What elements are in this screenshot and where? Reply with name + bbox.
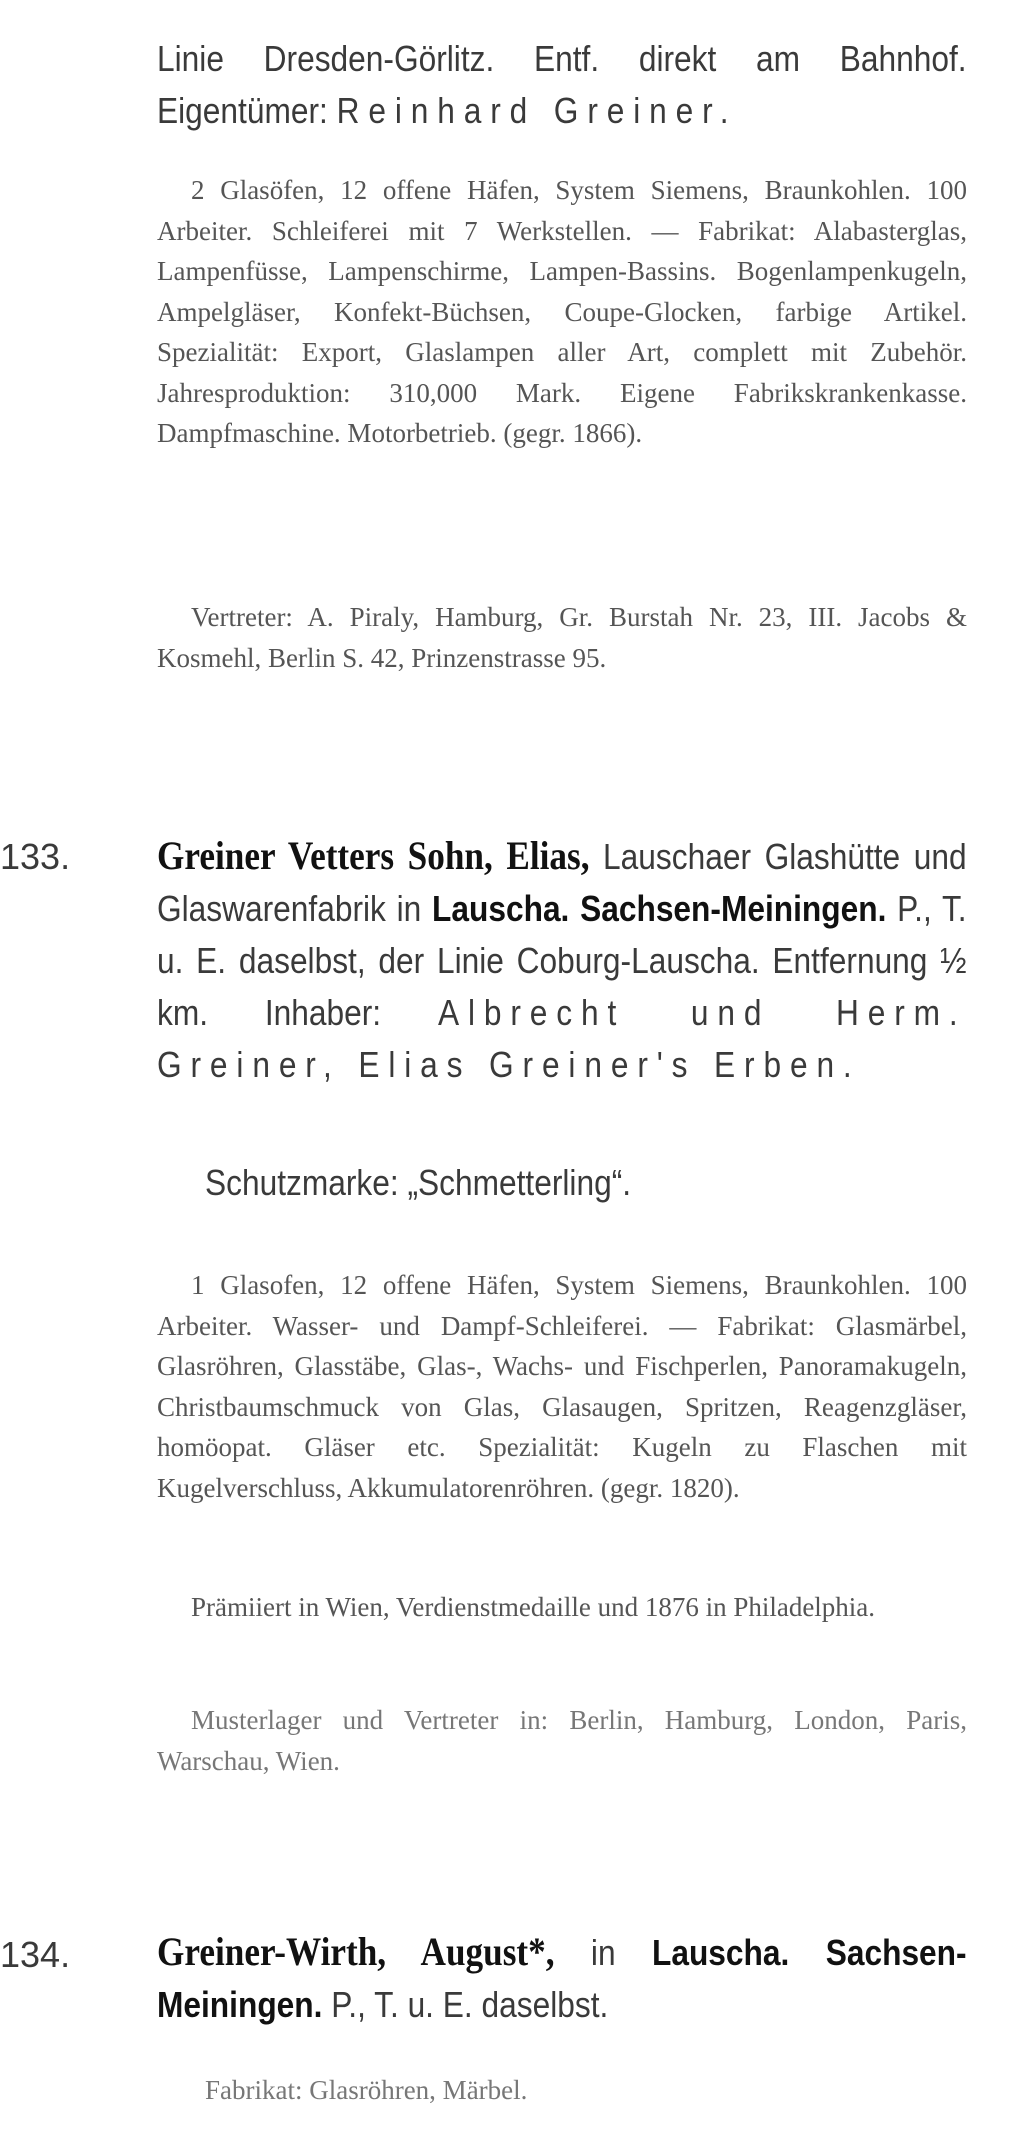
entry-134-desc-b: P., T. u. E. daselbst.: [322, 1984, 609, 2025]
entry-132-details-block: [157, 170, 967, 454]
entry-134-number: 134.: [0, 1934, 71, 1975]
entry-134-details: Fabrikat: Glasröhren, Märbel.: [205, 2075, 528, 2105]
entry-133-awards: Prämiiert in Wien, Verdienstmedaille und 1876 in Philadelphia.: [191, 1592, 876, 1622]
entry-134: [157, 1926, 967, 2031]
entry-133-place: Lauscha. Sachsen-Meiningen.: [432, 888, 887, 929]
entry-132-details: 2 Glasöfen, 12 offene Häfen, System Siemens, Braunkohlen. 100 Arbeiter. Schleiferei mit 7 Werkstellen. — Fabrikat: Alabasterglas, Lampenfüsse, Lampenschirme, Lampen-Bassins. Bogenlampenkugeln, Ampelgläser, Konfekt-Büchsen, Coupe-Glocken, farbige Artikel. Spezialität: Export, Glaslampen aller Art, complett mit Zubehör. Jahresproduktion: 310,000 Mark. Eigene Fabrikskrankenkasse. Dampfmaschine. Motorbetrieb. (gegr. 1866).: [157, 175, 967, 448]
entry-132-intro: [157, 33, 967, 137]
entry-133-desc-b: P., T. u. E. daselbst, der Linie Coburg-Lauscha. Entfernung ½ km. Inhaber:: [157, 888, 967, 1033]
entry-132-agents: Vertreter: A. Piraly, Hamburg, Gr. Burstah Nr. 23, III. Jacobs & Kosmehl, Berlin S. 42, Prinzenstrasse 95.: [157, 602, 967, 673]
entry-133-trademark-block: [205, 1162, 1015, 1204]
entry-133-showrooms: Musterlager und Vertreter in: Berlin, Hamburg, London, Paris, Warschau, Wien.: [157, 1705, 967, 1776]
entry-133-trademark: Schutzmarke: „Schmetterling“.: [205, 1162, 632, 1203]
entry-133-number: 133.: [0, 836, 71, 877]
entry-132-location-text: Linie Dresden-Görlitz. Entf. direkt am Bahnhof. Eigentümer:: [157, 38, 967, 131]
entry-133-owners: Albrecht und Herm. Greiner, Elias Greiner's Erben.: [157, 992, 967, 1085]
entry-133-showrooms-block: [157, 1700, 967, 1781]
entry-133-details: 1 Glasofen, 12 offene Häfen, System Siemens, Braunkohlen. 100 Arbeiter. Wasser- und Dampf-Schleiferei. — Fabrikat: Glasmärbel, Glasröhren, Glasstäbe, Glas-, Wachs- und Fischperlen, Panoramakugeln, Christbaumschmuck von Glas, Glasaugen, Spritzen, Reagenzgläser, homöopat. Gläser etc. Spezialität: Kugeln zu Flaschen mit Kugelverschluss, Akkumulatorenröhren. (gegr. 1820).: [157, 1270, 967, 1503]
entry-134-details-block: [205, 2070, 1015, 2111]
entry-132-agents-block: [157, 597, 967, 678]
entry-133-awards-block: [157, 1587, 967, 1628]
entry-133-details-block: [157, 1265, 967, 1508]
entry-132-owner: Reinhard Greiner.: [336, 90, 738, 131]
entry-133: [157, 830, 967, 1091]
entry-134-heading: [157, 1926, 967, 2031]
entry-134-name: Greiner-Wirth, August*,: [157, 1929, 555, 1974]
entry-134-desc-a: in: [554, 1932, 652, 1973]
entry-134-place: Lauscha. Sachsen-Meiningen.: [157, 1932, 967, 2025]
entry-133-heading: [157, 830, 967, 1091]
entry-133-name: Greiner Vetters Sohn, Elias,: [157, 833, 590, 878]
entry-133-desc-a: Lauschaer Glashütte und Glaswarenfabrik in: [157, 836, 967, 929]
entry-132: [157, 33, 967, 137]
